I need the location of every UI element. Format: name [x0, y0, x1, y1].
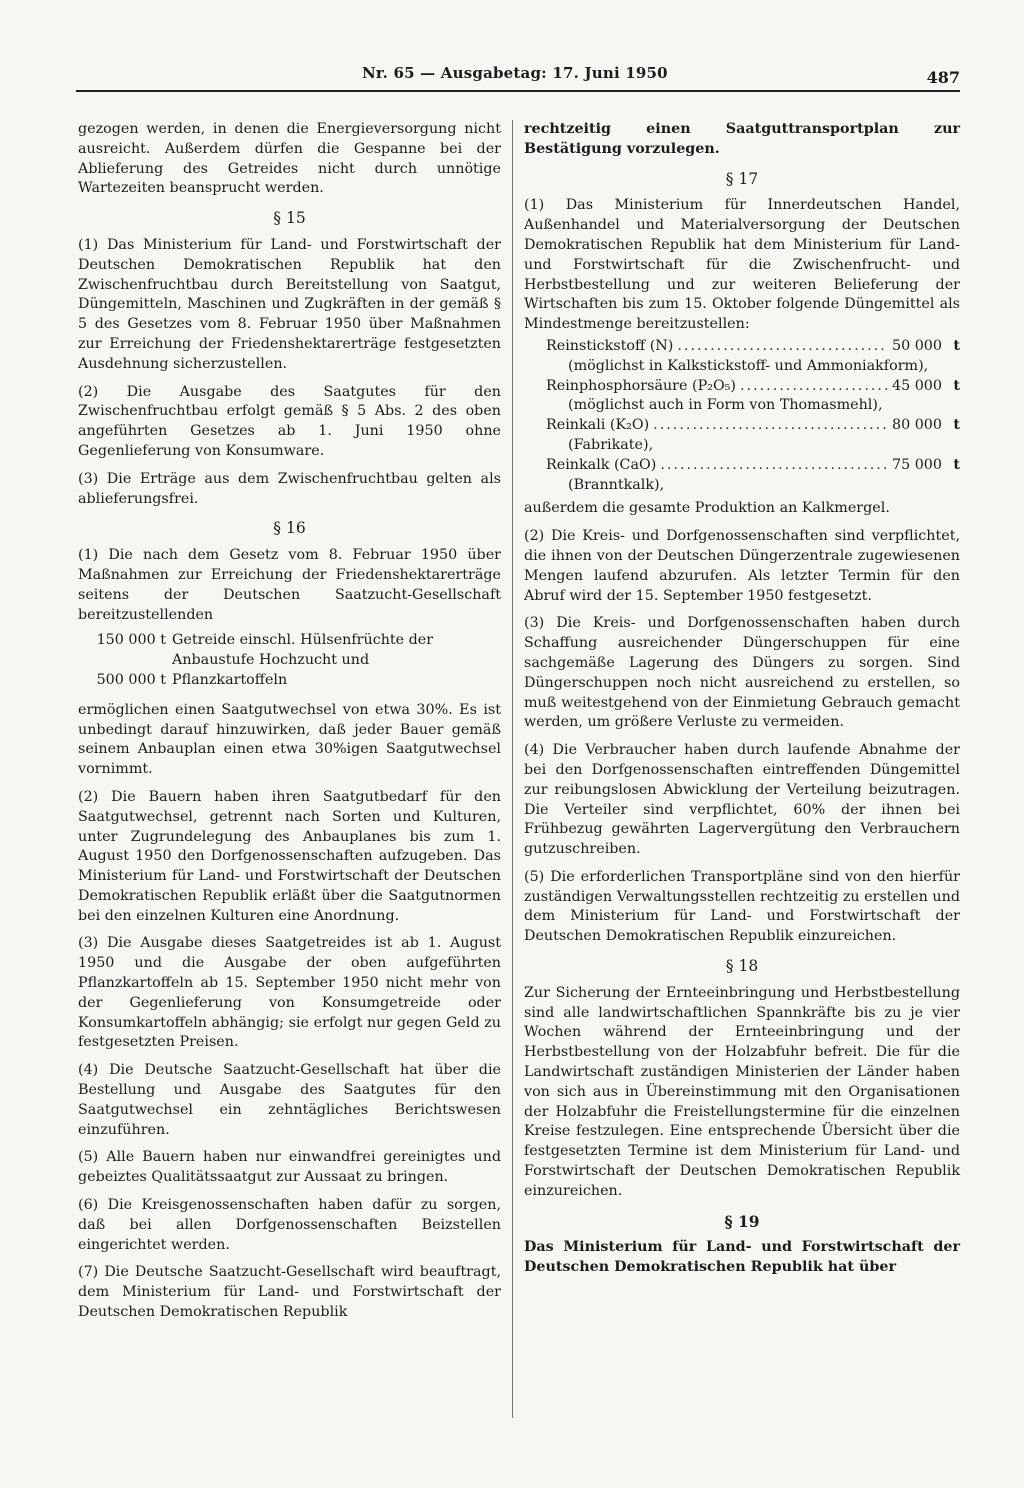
sec17-paragraph-3: (3) Die Kreis- und Dorfgenossenschaften haben durch Schaffung ausreichender Düngerschuppen für eine sachgemäße Lagerung des Düngers zu sorgen. Sind Düngerschuppen noch nicht ausreichend zu erstellen, so muß weitestgehend von der Einmietung Gebrauch gemacht werden, um größere Verluste zu vermeiden.	[524, 615, 960, 731]
seed-quantity-list	[78, 631, 501, 690]
sec17-paragraph-2: (2) Die Kreis- und Dorfgenossenschaften sind verpflichtet, die ihnen von der Deutschen Düngerzentrale zugewiesenen Mengen laufend abzurufen. Als letzter Termin für den Abruf wird der 15. September 1950 festgesetzt.	[524, 528, 960, 604]
issue-line: Nr. 65 — Ausgabetag: 17. Juni 1950	[362, 64, 668, 82]
page-header	[76, 60, 960, 94]
fertilizer-note: (möglichst auch in Form von Thomasmehl),	[568, 397, 883, 414]
list-item-text: Pflanzkartoffeln	[172, 671, 288, 688]
sec15-paragraph-3: (3) Die Erträge aus dem Zwischenfruchtbau gelten als ablieferungsfrei.	[78, 470, 501, 507]
section-heading-19: § 19	[724, 1211, 760, 1231]
section-heading-18: § 18	[725, 957, 759, 976]
sec19-paragraph-1: Das Ministerium für Land- und Forstwirtschaft der Deutschen Demokratischen Republik hat über	[524, 1239, 960, 1276]
leader-dots	[677, 337, 888, 357]
leader-dots	[740, 377, 888, 397]
fertilizer-name: Reinstickstoff (N)	[546, 337, 674, 354]
section-heading-16: § 16	[273, 519, 306, 538]
list-item	[546, 456, 960, 496]
fertilizer-note: (möglichst in Kalkstickstoff- und Ammoniakform),	[568, 357, 929, 374]
sec16-paragraph-3: (3) Die Ausgabe dieses Saatgetreides ist ab 1. August 1950 und die Ausgabe der oben aufgeführten Pflanzkartoffeln ab 15. September 1950 nicht mehr von der Gegenlieferung von Konsumgetreide oder Konsumkartoffeln abhängig; sie erfolgt nur gegen Geld zu festgesetzten Preisen.	[78, 935, 501, 1051]
list-item-amount: 150 000 t	[96, 632, 166, 649]
sec16-paragraph-4: (4) Die Deutsche Saatzucht-Gesellschaft hat über die Bestellung und Ausgabe des Saatgutes für den Saatgutwechsel ein zehntägliches Berichtswesen einzuführen.	[78, 1062, 501, 1138]
sec18-paragraph-1: Zur Sicherung der Ernteeinbringung und Herbstbestellung sind alle landwirtschaftlichen Spannkräfte bis zu je vier Wochen während der Ernteeinbringung und der Herbstbestellung von der Holzabfuhr befreit. Die für die Landwirtschaft zuständigen Ministerien der Länder haben von sich aus in Übereinstimmung mit den Organisationen der Holzabfuhr die Freistellungstermine für die einzelnen Kreise festzulegen. Eine entsprechende Übersicht über die festgesetzten Termine ist dem Ministerium für Land- und Forstwirtschaft der Deutschen Demokratischen Republik einzureichen.	[524, 984, 960, 1199]
paragraph-intro-left: gezogen werden, in denen die Energieversorgung nicht ausreicht. Außerdem dürfen die Gespanne bei der Ablieferung des Getreides nicht durch unnötige Wartezeiten beansprucht werden.	[78, 121, 501, 197]
section-heading-15: § 15	[273, 209, 306, 228]
leader-dots	[653, 416, 888, 436]
list-item	[78, 671, 501, 691]
fertilizer-note: (Branntkalk),	[568, 476, 665, 493]
fertilizer-note: (Fabrikate),	[568, 436, 654, 453]
fertilizer-quantity: 75 000	[891, 456, 942, 473]
sec17-paragraph-1: (1) Das Ministerium für Innerdeutschen Handel, Außenhandel und Materialversorgung der Deutschen Demokratischen Republik hat dem Ministerium für Land- und Forstwirtschaft für die Zwischenfrucht- und Herbstbestellung und zur weiteren Belieferung der Wirtschaften bis zum 15. Oktober folgende Düngemittel als Mindestmenge bereitzustellen:	[524, 197, 960, 333]
fertilizer-unit: t	[953, 337, 960, 354]
fertilizer-unit: t	[953, 417, 960, 434]
fertilizer-name: Reinkali (K₂O)	[546, 417, 650, 434]
header-rule	[76, 90, 960, 92]
column-divider	[512, 120, 513, 1418]
list-item-text: Getreide einschl. Hülsenfrüchte der Anbaustufe Hochzucht und	[172, 632, 434, 669]
list-item	[546, 416, 960, 456]
page-number: 487	[926, 68, 960, 87]
sec16-paragraph-1-continuation: ermöglichen einen Saatgutwechsel von etwa 30%. Es ist unbedingt darauf hinzuwirken, daß jeder Bauer gemäß seinem Anbauplan einen etwa 30%igen Saatgutwechsel vornimmt.	[78, 701, 501, 778]
sec15-paragraph-1: (1) Das Ministerium für Land- und Forstwirtschaft der Deutschen Demokratischen Republik hat den Zwischenfruchtbau durch Bereitstellung von Saatgut, Düngemitteln, Maschinen und Zugkräften in der gemäß § 5 des Gesetzes vom 8. Februar 1950 über Maßnahmen zur Erreichung der Friedenshektarerträge festgesetzten Ausdehnung sicherzustellen.	[78, 236, 501, 372]
sec17-paragraph-5: (5) Die erforderlichen Transportpläne sind von den hierfür zuständigen Verwaltungsstellen rechtzeitig zu erstellen und dem Ministerium für Land- und Forstwirtschaft der Deutschen Demokratischen Republik einzureichen.	[524, 868, 960, 945]
sec16-paragraph-5: (5) Alle Bauern haben nur einwandfrei gereinigtes und gebeiztes Qualitätssaatgut zur Aussaat zu bringen.	[78, 1149, 501, 1186]
fertilizer-unit: t	[953, 456, 960, 473]
sec17-paragraph-4: (4) Die Verbraucher haben durch laufende Abnahme der bei den Dorfgenossenschaften eintreffenden Düngemittel zur reibungslosen Abwicklung der Verteilung beizutragen. Die Verteiler sind verpflichtet, 60% der ihnen bei Frühbezug gewährten Lagervergütung den Verbrauchern gutzuschreiben.	[524, 742, 960, 858]
fertilizer-quantity: 50 000	[891, 337, 942, 354]
fertilizer-name: Reinphosphorsäure (P₂O₅)	[546, 377, 736, 394]
sec16-paragraph-2: (2) Die Bauern haben ihren Saatgutbedarf für den Saatgutwechsel, getrennt nach Sorten und Kulturen, unter Zugrundelegung des Anbauplanes bis zum 1. August 1950 den Dorfgenossenschaften aufzugeben. Das Ministerium für Land- und Forstwirtschaft der Deutschen Demokratischen Republik erläßt über die Saatgutnormen bei den einzelnen Kulturen eine Anordnung.	[78, 788, 501, 924]
list-item	[546, 377, 960, 417]
right-column	[524, 120, 960, 1286]
fertilizer-quantity: 45 000	[891, 377, 942, 394]
list-item	[546, 337, 960, 377]
paragraph-intro-right: rechtzeitig einen Saatguttransportplan zur Bestätigung vorzulegen.	[524, 121, 960, 157]
list-item	[78, 631, 501, 671]
list-item-amount: 500 000 t	[96, 671, 166, 688]
fertilizer-quantity: 80 000	[891, 417, 942, 434]
section-heading-17: § 17	[725, 169, 759, 188]
left-column	[78, 120, 501, 1331]
fertilizer-unit: t	[953, 377, 960, 394]
fertilizer-name: Reinkalk (CaO)	[546, 456, 657, 473]
fertilizer-list	[546, 337, 960, 495]
leader-dots	[660, 456, 888, 476]
sec16-paragraph-1: (1) Die nach dem Gesetz vom 8. Februar 1950 über Maßnahmen zur Erreichung der Friedenshektarerträge seitens der Deutschen Saatzucht-Gesellschaft bereitzustellenden	[78, 547, 501, 623]
sec16-paragraph-7: (7) Die Deutsche Saatzucht-Gesellschaft wird beauftragt, dem Ministerium für Land- und Forstwirtschaft der Deutschen Demokratischen Republik	[78, 1264, 501, 1321]
sec16-paragraph-6: (6) Die Kreisgenossenschaften haben dafür zu sorgen, daß bei allen Dorfgenossenschaften Beizstellen eingerichtet werden.	[78, 1197, 501, 1253]
sec15-paragraph-2: (2) Die Ausgabe des Saatgutes für den Zwischenfruchtbau erfolgt gemäß § 5 Abs. 2 des oben angeführten Gesetzes ab 1. Juni 1950 ohne Gegenlieferung von Konsumware.	[78, 383, 501, 459]
sec17-paragraph-1-end: außerdem die gesamte Produktion an Kalkmergel.	[524, 500, 890, 517]
